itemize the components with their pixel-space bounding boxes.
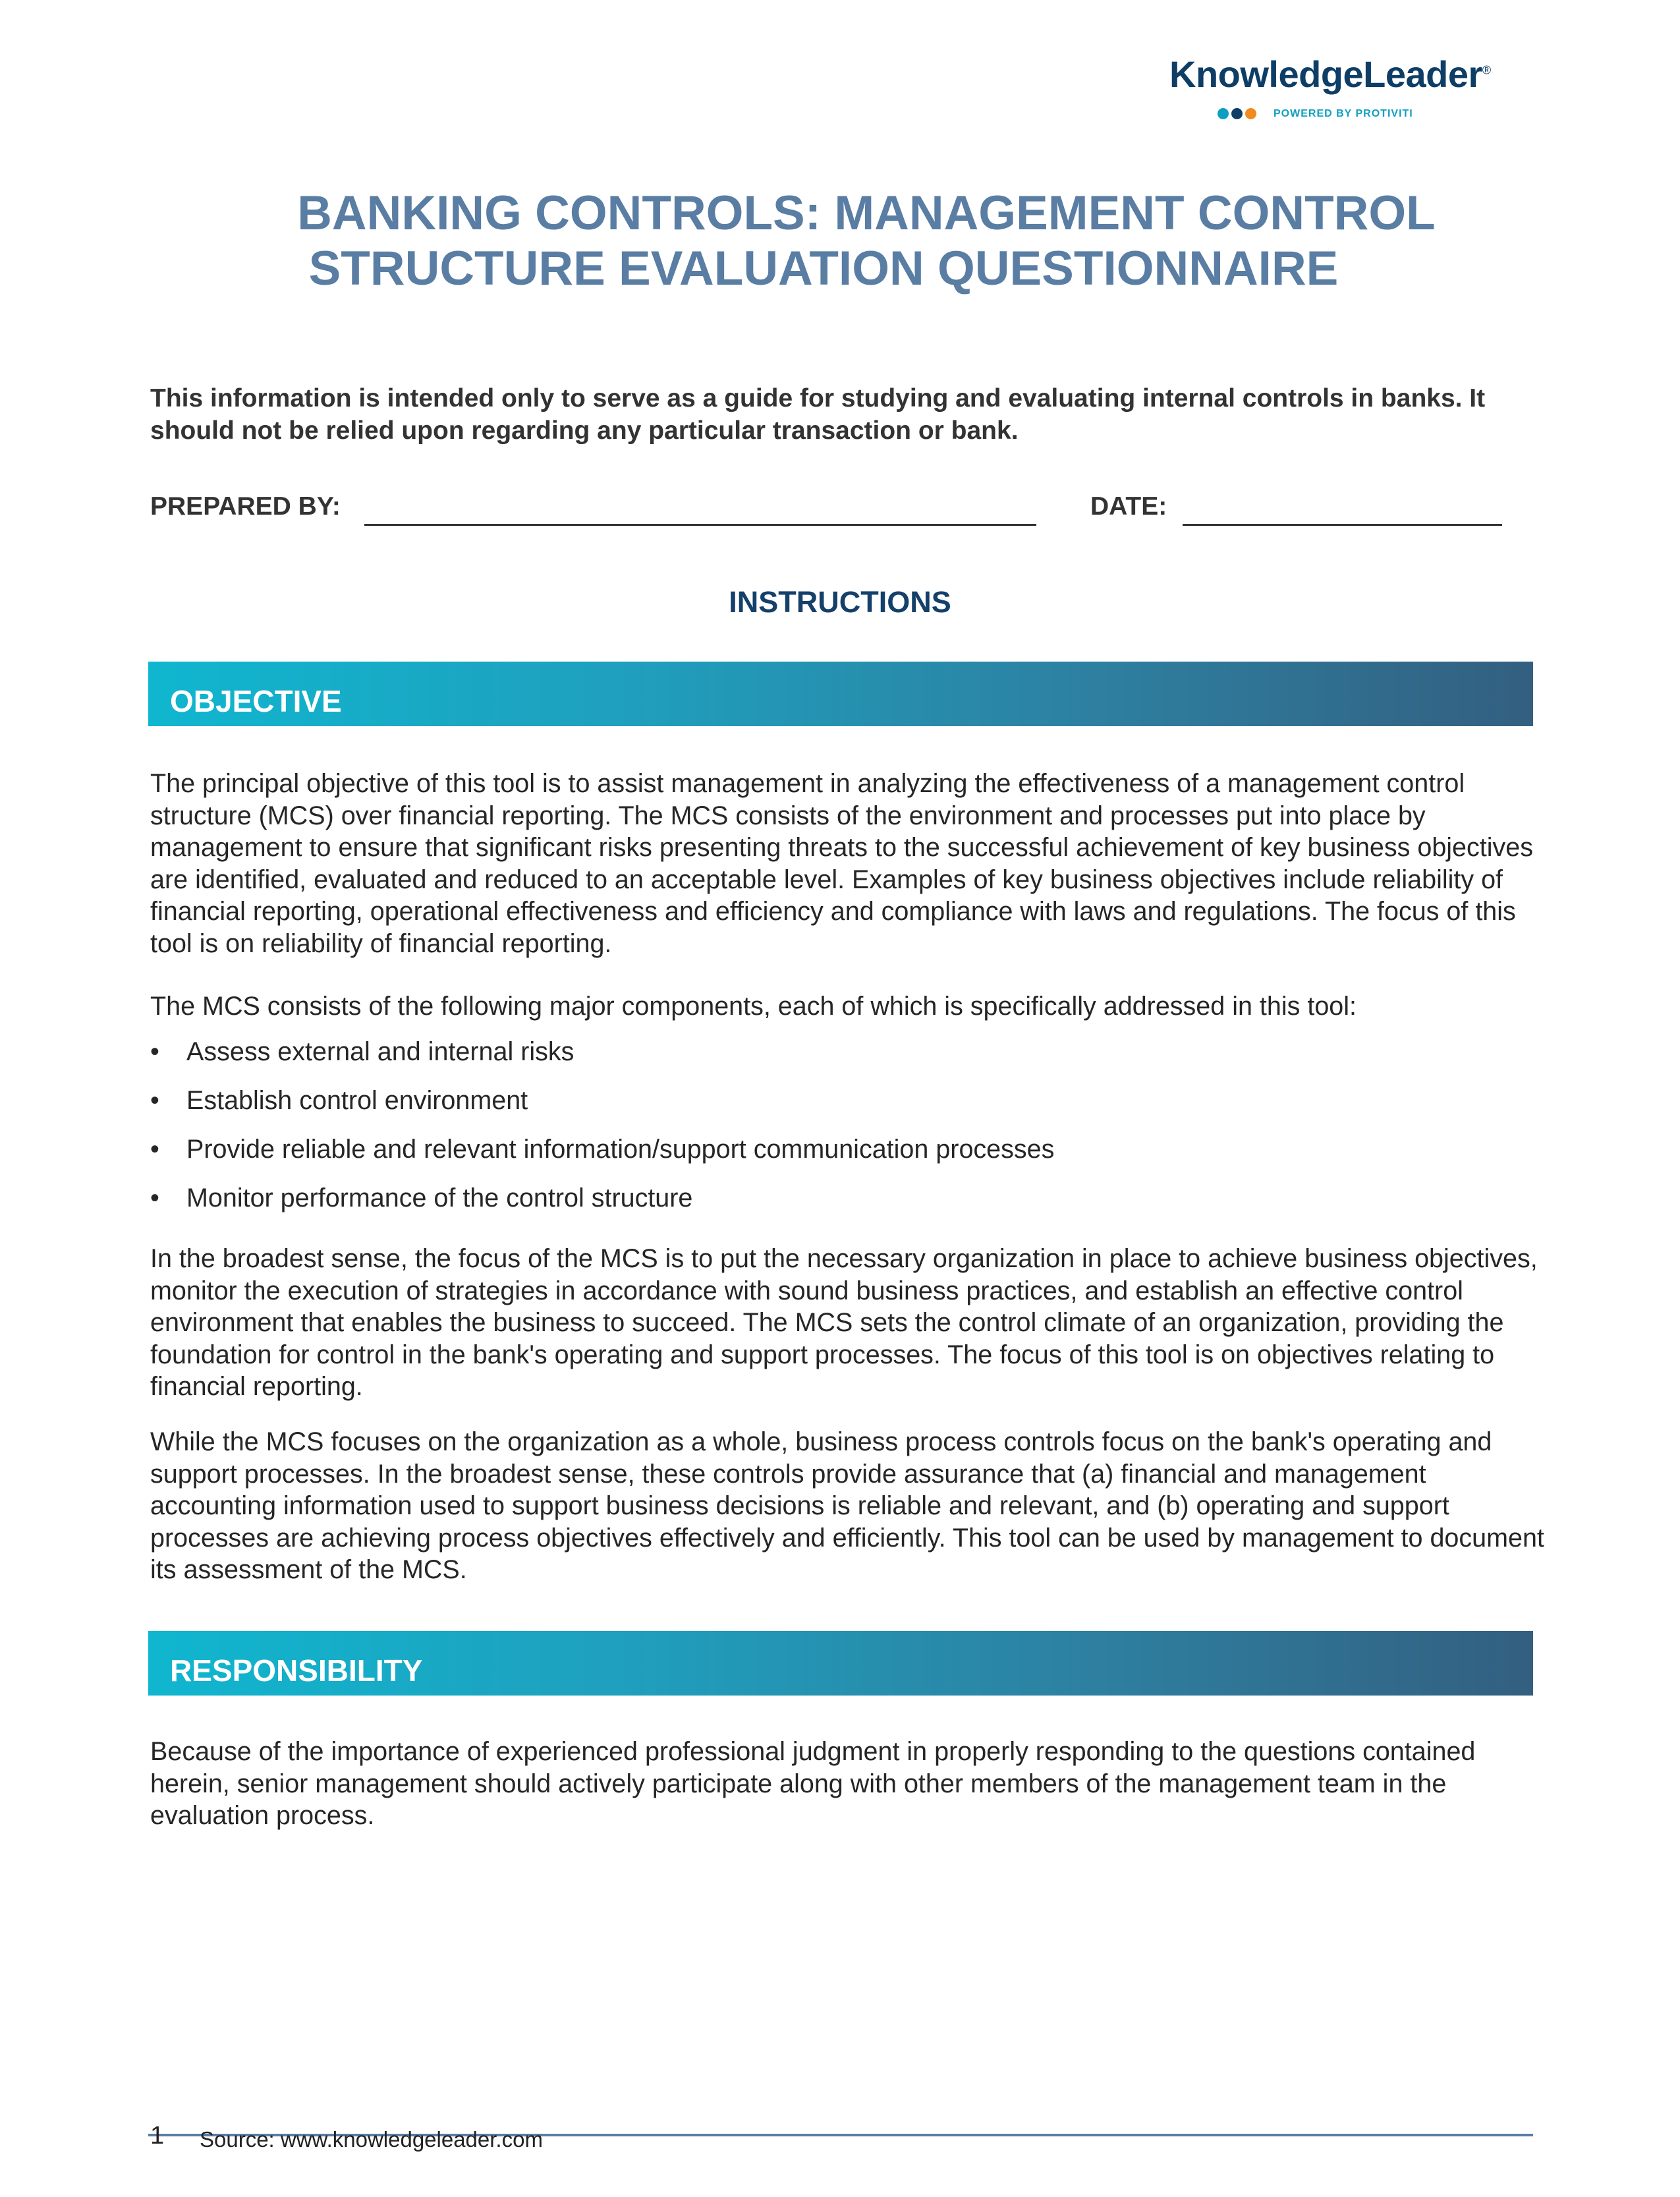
- logo-dot-1: [1218, 108, 1229, 119]
- logo-wordmark: KnowledgeLeader®: [1169, 53, 1491, 95]
- bullet-icon: •: [150, 1037, 159, 1066]
- logo-tagline: POWERED BY PROTIVITI: [1274, 108, 1413, 119]
- logo-dot-3: [1245, 108, 1256, 119]
- instructions-heading: INSTRUCTIONS: [729, 585, 951, 619]
- document-title: [0, 186, 1680, 297]
- list-item-text: Provide reliable and relevant information/support communication processes: [186, 1135, 1055, 1164]
- list-item-text: Assess external and internal risks: [186, 1037, 574, 1066]
- registered-mark: ®: [1482, 63, 1491, 77]
- objective-paragraph-3: In the broadest sense, the focus of the MCS is to put the necessary organization in place to achieve business objectives, monitor the execution of strategies in accordance with sound business practices, and establish an effective control environment that enables the business to succeed. The MCS sets the control climate of an organization, providing the foundation for control in the bank's operating and support processes. The focus of this tool is on objectives relating to financial reporting.: [150, 1244, 1538, 1401]
- objective-paragraph-1: The principal objective of this tool is to assist management in analyzing the effectiveness of a management control structure (MCS) over financial reporting. The MCS consists of the environment and processes put into place by management to ensure that significant risks presenting threats to the successful achievement of key business objectives are identified, evaluated and reduced to an acceptable level. Examples of key business objectives include reliability of financial reporting, operational effectiveness and efficiency and compliance with laws and regulations. The focus of this tool is on reliability of financial reporting.: [150, 769, 1533, 958]
- prepared-by-label: PREPARED BY:: [150, 492, 341, 521]
- list-item-text: Establish control environment: [186, 1086, 528, 1115]
- footer-source: Source: www.knowledgeleader.com: [200, 2127, 543, 2152]
- title-line-2: STRUCTURE EVALUATION QUESTIONNAIRE: [308, 242, 1339, 295]
- page-number: 1: [150, 2122, 165, 2150]
- prepared-by-field[interactable]: [364, 524, 1036, 526]
- bullet-icon: •: [150, 1086, 159, 1115]
- title-line-1: BANKING CONTROLS: MANAGEMENT CONTROL: [297, 186, 1436, 240]
- responsibility-heading: RESPONSIBILITY: [170, 1653, 423, 1688]
- objective-section-bar: [148, 662, 1533, 726]
- bullet-icon: •: [150, 1184, 159, 1213]
- objective-paragraph-2: The MCS consists of the following major components, each of which is specifically addressed in this tool:: [150, 992, 1357, 1021]
- logo-dot-2: [1231, 108, 1243, 119]
- logo-dots-icon: [1218, 108, 1259, 123]
- date-label: DATE:: [1090, 492, 1167, 521]
- responsibility-paragraph: Because of the importance of experienced professional judgment in properly responding to the questions contained herein, senior management should actively participate along with other members of the management team in the evaluation process.: [150, 1737, 1476, 1830]
- disclaimer-text: This information is intended only to serve as a guide for studying and evaluating internal controls in banks. It should not be relied upon regarding any particular transaction or bank.: [150, 384, 1486, 445]
- list-item-text: Monitor performance of the control structure: [186, 1184, 693, 1213]
- bullet-icon: •: [150, 1135, 159, 1164]
- objective-heading: OBJECTIVE: [170, 684, 342, 718]
- date-field[interactable]: [1183, 524, 1502, 526]
- responsibility-section-bar: [148, 1631, 1533, 1696]
- objective-paragraph-4: While the MCS focuses on the organization as a whole, business process controls focus on the bank's operating and support processes. In the broadest sense, these controls provide assurance that (a) financial and management accounting information used to support business decisions is reliable and relevant, and (b) operating and support processes are achieving process objectives effectively and efficiently. This tool can be used by management to document its assessment of the MCS.: [150, 1427, 1544, 1584]
